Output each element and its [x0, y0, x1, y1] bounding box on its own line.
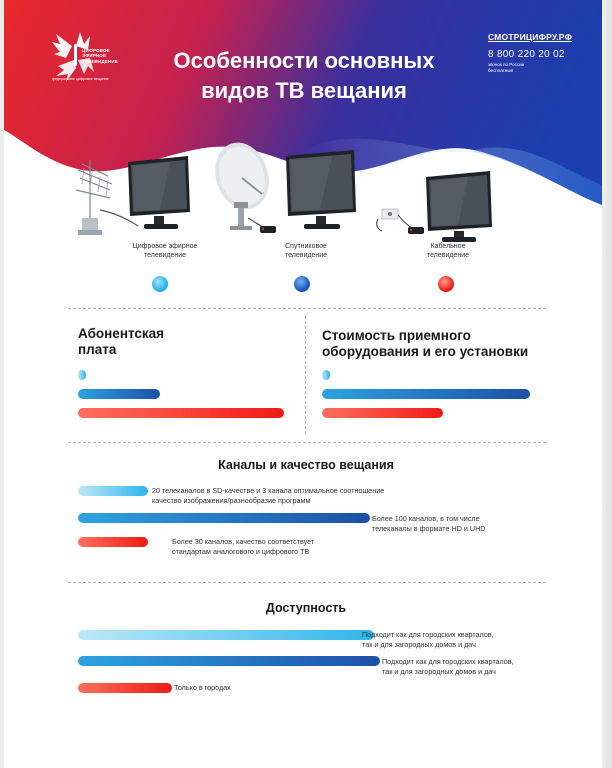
availability-text-terrestrial: Подходит как для городских кварталов, так и для загородных домов и дач [362, 630, 494, 649]
device-dot-cable [438, 276, 454, 292]
divider-middle [68, 442, 546, 443]
divider-bottom [68, 582, 546, 583]
device-label-cable: Кабельное телевидение [426, 243, 470, 259]
page-right-edge [602, 0, 612, 768]
device-label-terrestrial: Цифровое эфирное телевидение [132, 243, 198, 259]
availability-title: Доступность [265, 601, 347, 615]
channels-title: Каналы и качество вещания [218, 458, 394, 472]
channels-bar-satellite [78, 513, 370, 523]
availability-text-satellite: Подходит как для городских кварталов, так и для загородных домов и дач [382, 657, 514, 676]
contact-block [488, 32, 572, 74]
availability-bar-satellite [78, 656, 380, 666]
availability-bar-terrestrial [78, 630, 374, 640]
subscription-title: Абонентская плата [78, 326, 165, 357]
availability-text-cable: Только в городах [174, 683, 231, 692]
divider-vertical [305, 316, 306, 434]
channels-text-terrestrial: 20 телеканалов в SD-качестве и 3 канала оптимальное соотношение качество изображения/разнообразие программ [152, 486, 385, 505]
logo-subtitle: федеральное цифровое вещание [52, 77, 109, 81]
antenna-tv-illustration-icon [70, 150, 200, 240]
equipment-bar-cable [322, 408, 443, 418]
device-dot-terrestrial [152, 276, 168, 292]
equipment-title: Стоимость приемного оборудования и его установки [322, 328, 529, 359]
divider-top [68, 308, 546, 309]
subscription-bar-satellite [78, 389, 160, 399]
channels-bar-cable [78, 537, 148, 547]
channels-bar-terrestrial [78, 486, 148, 496]
phone-note: звонок по России бесплатный [488, 62, 525, 73]
equipment-bar-terrestrial [322, 370, 330, 380]
availability-bar-cable [78, 683, 172, 693]
equipment-bar-satellite [322, 389, 530, 399]
device-label-satellite: Спутниковое телевидение [284, 243, 328, 259]
logo-text: ЦИФРОВОЕ ЭФИРНОЕ ТЕЛЕВИДЕНИЕ [82, 48, 118, 64]
channels-text-satellite: Более 100 каналов, в том числе телеканалы в формате HD и UHD [372, 514, 486, 533]
subscription-bar-cable [78, 408, 284, 418]
cable-tv-illustration-icon [372, 165, 512, 245]
website-link[interactable]: СМОТРИЦИФРУ.РФ [488, 32, 573, 42]
device-dot-satellite [294, 276, 310, 292]
satellite-tv-illustration-icon [212, 132, 362, 242]
hotline-phone: 8 800 220 20 02 [488, 49, 565, 60]
subscription-bar-terrestrial [78, 370, 86, 380]
channels-text-cable: Более 30 каналов, качество соответствует стандартам аналогового и цифрового ТВ [172, 537, 315, 556]
page-title: Особенности основных видов ТВ вещания [173, 48, 435, 103]
